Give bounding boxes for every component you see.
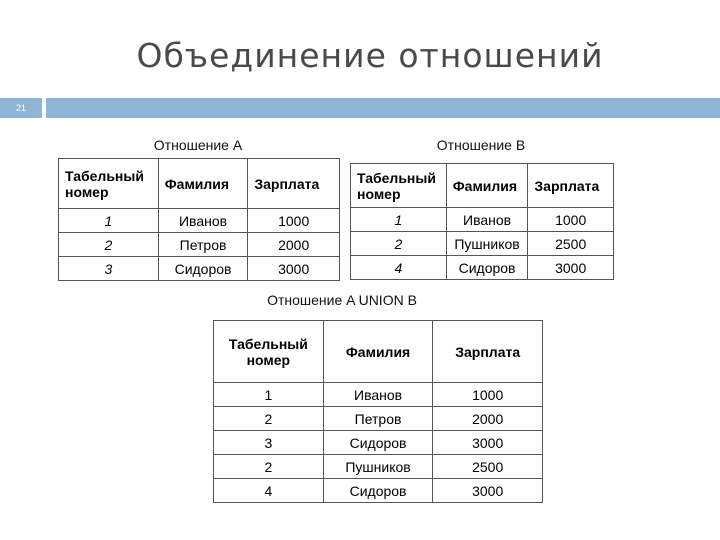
table-cell: 3 [59,257,159,281]
column-header: Зарплата [433,321,543,383]
table-cell: Сидоров [323,479,433,503]
table-cell: 2500 [528,232,614,256]
table-cell: 1000 [248,209,340,233]
column-header: Табельный номер [351,164,447,208]
column-header: Фамилия [323,321,433,383]
table-cell: 2 [214,407,324,431]
table-row [351,208,614,232]
column-header: Табельный номер [214,321,324,383]
table-cell: 2 [351,232,447,256]
table-cell: 3000 [528,256,614,280]
table-row [214,431,543,455]
table-cell: Пушников [323,455,433,479]
relation-a-table [58,158,340,281]
table-header-row [59,159,340,209]
table-row [214,407,543,431]
table-cell: Петров [158,233,248,257]
table-cell: 3000 [433,431,543,455]
table-cell: Иванов [323,383,433,407]
slide-title: Объединение отношений [136,36,604,75]
table-cell: Иванов [158,209,248,233]
table-row [59,257,340,281]
table-cell: 1000 [433,383,543,407]
table-row [59,209,340,233]
table-cell: 1000 [528,208,614,232]
table-header-row [351,164,614,208]
table-cell: 1 [214,383,324,407]
table-cell: 2500 [433,455,543,479]
table-row [214,455,543,479]
column-header: Фамилия [158,159,248,209]
table-cell: 3000 [248,257,340,281]
table-cell: Пушников [446,232,528,256]
relation-b-caption: Отношение B [436,137,526,153]
table-cell: 2 [59,233,159,257]
table-cell: Сидоров [446,256,528,280]
table-cell: 4 [214,479,324,503]
table-header-row [214,321,543,383]
column-header: Фамилия [446,164,528,208]
table-row [214,383,543,407]
table-row [351,256,614,280]
slide-number: 21 [0,98,42,118]
table-cell: 2 [214,455,324,479]
column-header: Зарплата [528,164,614,208]
relation-union-caption: Отношение A UNION B [267,292,417,308]
table-row [214,479,543,503]
table-row [351,232,614,256]
column-header: Зарплата [248,159,340,209]
table-cell: Иванов [446,208,528,232]
table-cell: 2000 [248,233,340,257]
table-cell: Петров [323,407,433,431]
table-cell: 3000 [433,479,543,503]
relation-union-table [213,320,543,503]
table-cell: 3 [214,431,324,455]
relation-a-caption: Отношение A [153,137,243,153]
table-cell: Сидоров [323,431,433,455]
table-cell: 2000 [433,407,543,431]
table-cell: 1 [351,208,447,232]
table-cell: 4 [351,256,447,280]
accent-bar [46,98,720,118]
column-header: Табельный номер [59,159,159,209]
table-cell: Сидоров [158,257,248,281]
relation-b-table [350,163,614,280]
table-cell: 1 [59,209,159,233]
table-row [59,233,340,257]
